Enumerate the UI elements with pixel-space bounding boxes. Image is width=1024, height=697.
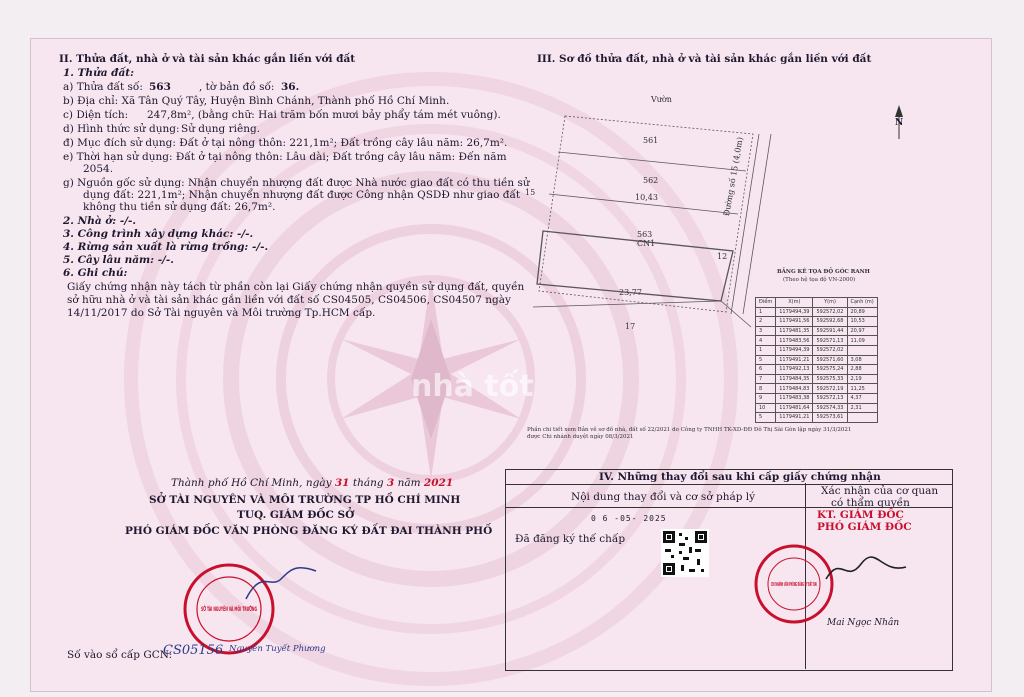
coord-cell: 10 <box>756 403 776 413</box>
origin-line-2: dụng đất: 221,1m²; Nhận chuyển nhượng đất được Công nhận QSDĐ như giao đất <box>83 189 521 201</box>
coord-cell: 1179491,21 <box>776 413 813 423</box>
origin-line-3: không thu tiền sử dụng đất: 26,7m². <box>83 201 276 213</box>
section-4-col2-header-2: có thẩm quyền <box>831 497 910 509</box>
origin-line-1: g) Nguồn gốc sử dụng: Nhận chuyển nhượng đất được Nhà nước giao đất có thu tiền sử <box>63 177 530 189</box>
item-1-heading: 1. Thửa đất: <box>63 67 135 79</box>
note-line-1: Giấy chứng nhận này tách từ phần còn lại Giấy chứng nhận quyền sử dụng đất, quyền <box>67 281 525 293</box>
coord-cell: 592591,44 <box>813 326 847 336</box>
section-4-title: IV. Những thay đổi sau khi cấp giấy chứng nhận <box>599 471 881 483</box>
agency-name: SỞ TÀI NGUYÊN VÀ MÔI TRƯỜNG TP HỒ CHÍ MINH <box>149 494 461 506</box>
coord-cell: 592575,24 <box>813 365 847 375</box>
sign-date-year-label: năm <box>397 477 421 489</box>
coord-cell: 9 <box>756 393 776 403</box>
signer-name: Nguyễn Tuyết Phương <box>229 644 326 654</box>
usage-purpose: đ) Mục đích sử dụng: Đất ở tại nông thôn: 221,1m²; Đất trồng cây lâu năm: 26,7m². <box>63 137 508 149</box>
signature-right-icon <box>821 549 911 589</box>
coord-cell: 592572,13 <box>813 393 847 403</box>
coord-cell: 592572,19 <box>813 384 847 394</box>
signature-left-icon <box>241 559 321 609</box>
note-line-3: 14/11/2017 do Sở Tài nguyên và Môi trường Tp.HCM cấp. <box>67 307 376 319</box>
coord-cell: 1179484,83 <box>776 384 813 394</box>
coord-row <box>756 355 878 365</box>
coord-cell: 2,88 <box>847 365 877 375</box>
approval-kt: KT. GIÁM ĐỐC <box>817 509 904 521</box>
coord-row <box>756 413 878 423</box>
item-2-house: 2. Nhà ở: -/-. <box>63 215 137 227</box>
change-date-stamp: 0 6 -05- 2025 <box>591 514 667 523</box>
coord-cell: 4 <box>756 336 776 346</box>
coord-cell: 1179491,21 <box>776 355 813 365</box>
sign-date <box>171 477 453 489</box>
coord-row <box>756 374 878 384</box>
note-line-2: sở hữu nhà ở và tài sản khác gắn liền với đất số CS04505, CS04506, CS04507 ngày <box>67 294 511 306</box>
coord-cell: 5 <box>756 355 776 365</box>
coord-cell: 1179491,56 <box>776 317 813 327</box>
label-parcel-561: 561 <box>643 136 659 145</box>
section-2-title: II. Thửa đất, nhà ở và tài sản khác gắn liền với đất <box>59 53 356 65</box>
map-sheet-label: , tờ bản đồ số: <box>199 81 275 93</box>
parcel-number-label: a) Thửa đất số: <box>63 81 143 93</box>
approval-signer-name: Mai Ngọc Nhân <box>827 618 900 628</box>
certificate-page <box>30 38 992 692</box>
coord-cell: 3 <box>756 326 776 336</box>
coord-cell: 592572,02 <box>813 307 847 317</box>
watermark-logo: nhà tốt <box>411 369 534 404</box>
coord-table-title: BẢNG KÊ TỌA ĐỘ GÓC RANH <box>777 269 870 275</box>
coord-row <box>756 326 878 336</box>
coord-cell: 20,97 <box>847 326 877 336</box>
label-parcel-15: 15 <box>525 188 536 197</box>
coord-cell: 592575,33 <box>813 374 847 384</box>
coord-cell: 1 <box>756 345 776 355</box>
label-dim-top: 10,43 <box>635 193 658 202</box>
coord-cell: 592572,02 <box>813 345 847 355</box>
label-parcel-562: 562 <box>643 176 659 185</box>
usage-form-label: d) Hình thức sử dụng: <box>63 123 180 135</box>
gcn-label: Số vào sổ cấp GCN: <box>67 649 173 661</box>
coord-cell: 7 <box>756 374 776 384</box>
signer-title: PHÓ GIÁM ĐỐC VĂN PHÒNG ĐĂNG KÝ ĐẤT ĐAI THÀNH PHỐ <box>125 525 493 537</box>
coord-header: Điểm <box>756 298 776 308</box>
coord-cell: 1179494,39 <box>776 345 813 355</box>
label-road: Đường số 15 (4,0m) <box>721 136 745 217</box>
coord-cell: 3,08 <box>847 355 877 365</box>
coord-cell: 1179481,35 <box>776 326 813 336</box>
coord-row <box>756 403 878 413</box>
coord-cell: 11,09 <box>847 336 877 346</box>
coord-cell: 592571,13 <box>813 336 847 346</box>
coord-row <box>756 393 878 403</box>
label-dim-side: 12 <box>717 252 728 261</box>
coord-table-subtitle: (Theo hệ tọa độ VN-2000) <box>783 277 856 283</box>
coord-cell: 20,89 <box>847 307 877 317</box>
coord-cell: 1179492,13 <box>776 365 813 375</box>
map-sheet-number: 36. <box>281 81 300 93</box>
change-content: Đã đăng ký thế chấp <box>515 533 626 545</box>
coord-row <box>756 317 878 327</box>
coord-cell: 1179481,64 <box>776 403 813 413</box>
diagram-note-2: được Chi nhánh duyệt ngày 08/3/2021 <box>527 434 634 440</box>
authorization-line: TUQ. GIÁM ĐỐC SỞ <box>237 509 355 521</box>
sign-date-month-label: tháng <box>352 477 384 489</box>
coord-cell: 592574,33 <box>813 403 847 413</box>
coord-row <box>756 365 878 375</box>
coord-cell: 10,53 <box>847 317 877 327</box>
section-3-title: III. Sơ đồ thửa đất, nhà ở và tài sản khác gắn liền với đất <box>537 53 872 65</box>
gcn-value: CS05156 <box>163 643 224 658</box>
north-label: N <box>895 118 904 128</box>
sign-date-day: 31 <box>334 477 350 489</box>
coord-cell: 4,37 <box>847 393 877 403</box>
usage-term: e) Thời hạn sử dụng: Đất ở tại nông thôn: Lâu dài; Đất trồng cây lâu năm: Đến năm <box>63 151 507 163</box>
address: b) Địa chỉ: Xã Tân Quý Tây, Huyện Bình Chánh, Thành phố Hồ Chí Minh. <box>63 95 450 107</box>
item-5-perennial: 5. Cây lâu năm: -/-. <box>63 254 174 266</box>
item-4-forest: 4. Rừng sản xuất là rừng trồng: -/-. <box>63 241 269 253</box>
area-label: c) Diện tích: <box>63 109 129 121</box>
coord-cell: 2,31 <box>847 403 877 413</box>
coord-cell: 1179494,39 <box>776 307 813 317</box>
coord-cell: 1 <box>756 307 776 317</box>
coord-cell: 8 <box>756 384 776 394</box>
coord-row <box>756 307 878 317</box>
coord-header: Y(m) <box>813 298 847 308</box>
approval-title: PHÓ GIÁM ĐỐC <box>817 521 912 533</box>
coord-row <box>756 336 878 346</box>
coord-cell: 592592,68 <box>813 317 847 327</box>
sign-date-prefix: Thành phố Hồ Chí Minh, ngày <box>171 477 332 489</box>
diagram-note-1: Phần chi tiết xem Bản vẽ sơ đồ nhà, đất số 22/2021 do Công ty TNHH TK-XD-ĐĐ Đô Thị Sài Gòn lập ngày 31/3/2021 <box>527 427 852 433</box>
label-parcel-17: 17 <box>625 322 636 331</box>
label-garden: Vườn <box>651 95 672 104</box>
coord-header: X(m) <box>776 298 813 308</box>
coord-cell: 592573,61 <box>813 413 847 423</box>
label-parcel-563: 563 <box>637 230 653 239</box>
label-cn1: CN1 <box>637 239 656 248</box>
coord-cell: 5 <box>756 413 776 423</box>
coord-table <box>755 297 878 423</box>
usage-term-year: 2054. <box>83 163 114 175</box>
qr-code-icon <box>661 529 709 577</box>
sign-date-month: 3 <box>386 477 395 489</box>
sign-date-year: 2021 <box>423 477 454 489</box>
label-dim-bottom: 23,77 <box>619 288 642 297</box>
item-6-note-heading: 6. Ghi chú: <box>63 267 128 279</box>
coord-table-body <box>756 307 878 422</box>
section-4-col1-header: Nội dung thay đổi và cơ sở pháp lý <box>571 491 756 503</box>
coord-cell: 592571,60 <box>813 355 847 365</box>
coord-cell: 1179484,35 <box>776 374 813 384</box>
coord-row <box>756 384 878 394</box>
coord-cell: 2 <box>756 317 776 327</box>
coord-cell: 2,19 <box>847 374 877 384</box>
coord-header: Cạnh (m) <box>847 298 877 308</box>
usage-form-value: Sử dụng riêng. <box>181 123 261 135</box>
coord-cell: 1179483,56 <box>776 336 813 346</box>
item-3-construction: 3. Công trình xây dựng khác: -/-. <box>63 228 254 240</box>
coord-cell <box>847 413 877 423</box>
coord-cell <box>847 345 877 355</box>
coord-cell: 1179483,38 <box>776 393 813 403</box>
seal-left-text: SỞ TÀI NGUYÊN VÀ MÔI TRƯỜNG <box>201 606 311 613</box>
coord-cell: 11,25 <box>847 384 877 394</box>
parcel-number: 563 <box>149 81 171 93</box>
area-value: 247,8m², (bằng chữ: Hai trăm bốn mươi bảy phẩy tám mét vuông). <box>147 109 501 121</box>
section-4-col2-header-1: Xác nhận của cơ quan <box>821 485 939 497</box>
coord-row <box>756 345 878 355</box>
coord-cell: 6 <box>756 365 776 375</box>
seal-right-text: CHI NHÁNH VĂN PHÒNG ĐĂNG KÝ ĐẤT ĐAI <box>771 582 892 588</box>
